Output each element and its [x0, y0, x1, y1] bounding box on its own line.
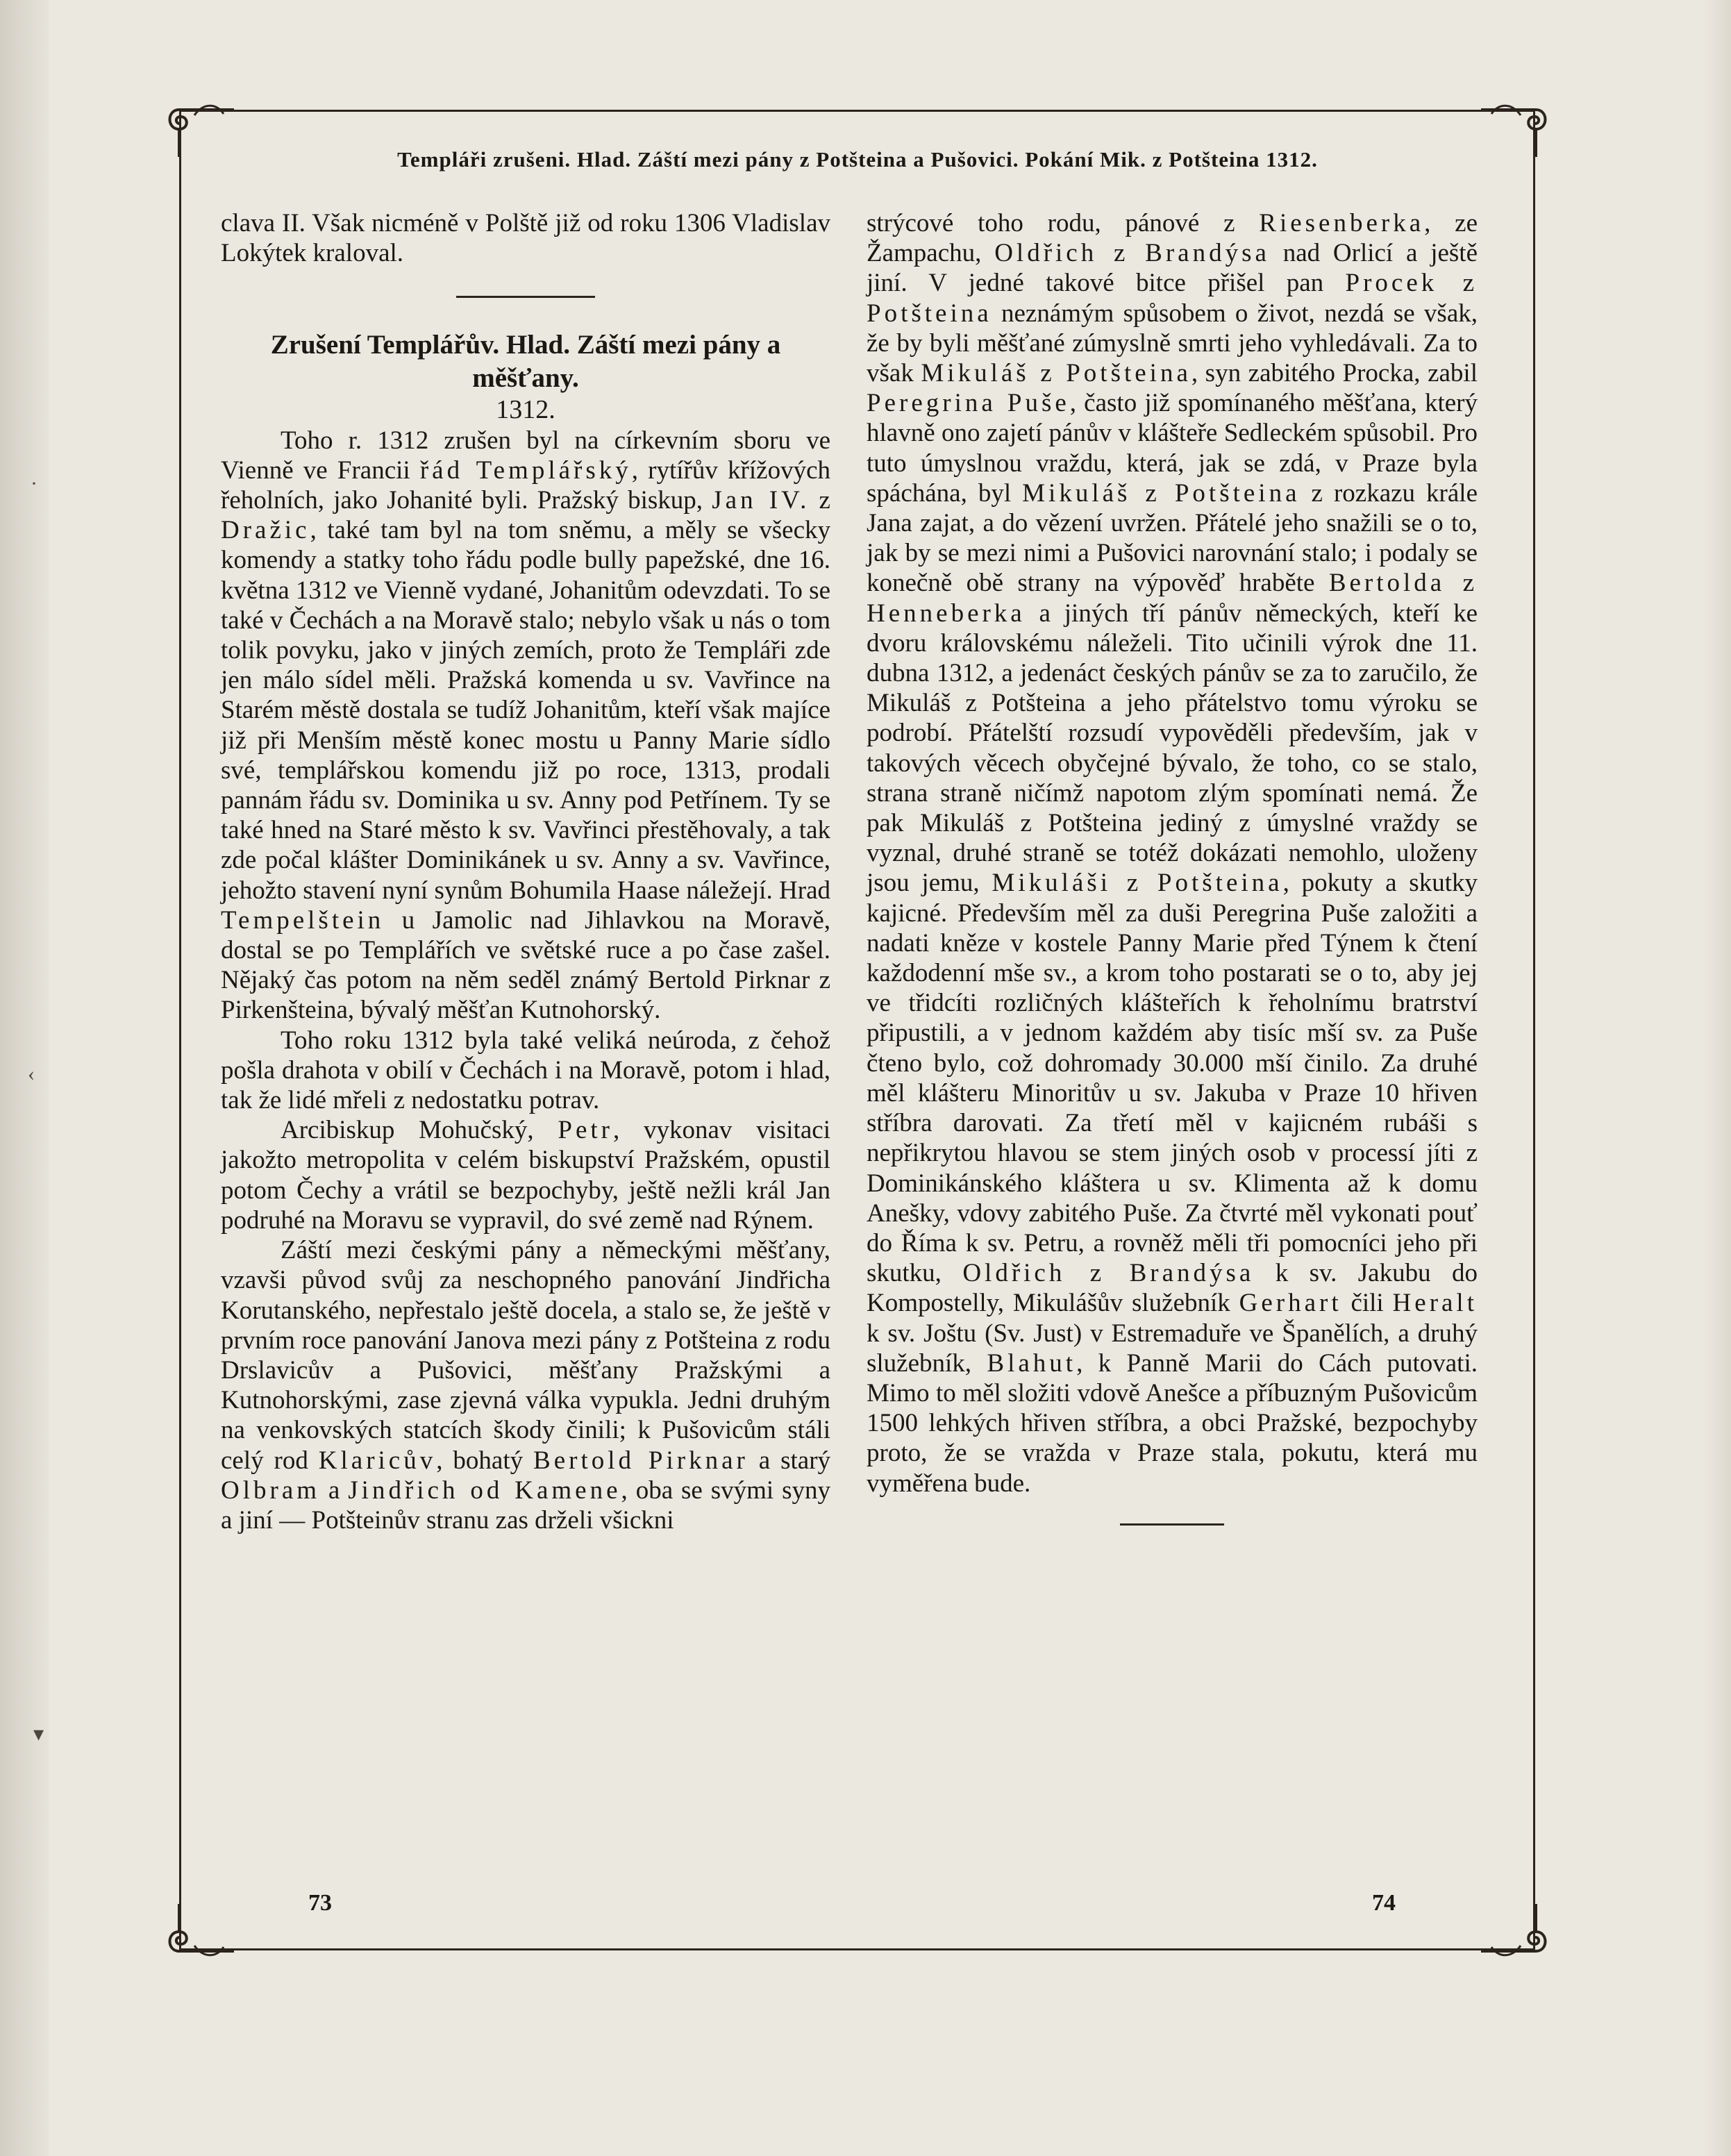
page-number-right: 74: [1372, 1890, 1396, 1916]
frame-top-rule: [179, 110, 1535, 112]
paragraph-feud: Záští mezi českými pány a německými měšťany, vzavši původ svůj za neschopného panování Jindřicha Korutanského, nepřestalo ještě docela, a stalo se, že ještě v prvním roce panování Janova mezi pány z Potšteina z rodu Drslavicův a Pušovici, měšťany Pražskými a Kutnohorskými, zase zjevná válka vypukla. Jedni druhým na venkovských statcích škody činili; k Pušovicům stáli celý rod Klaricův, bohatý Bertold Pirknar a starý Olbram a Jindřich od Kamene, oba se svými syny a jiní — Potšteinův stranu zas drželi všickni: [221, 1236, 831, 1535]
left-column: [221, 208, 830, 1535]
paragraph-templars: Toho r. 1312 zrušen byl na církevním sboru ve Vienně ve Francii řád Templářský, rytířův křížových řeholních, jako Johanité byli. Pražský biskup, Jan IV. z Dražic, také tam byl na tom sněmu, a měly se všecky komendy a statky toho řádu podle bully papežské, dne 16. května 1312 ve Vienně vydané, Johanitům odevzdati. To se také v Čechách a na Moravě stalo; nebylo však u nás o tom tolik povyku, jako v jiných zemích, proto že Templáři zde jen málo sídel měli. Pražská komenda u sv. Vavřince na Starém městě dostala se tudíž Johanitům, kteří však majíce již při Menším městě konec mostu u Panny Marie sídlo své, templářskou komendu již po roce, 1313, prodali pannám řádu sv. Dominika u sv. Anny pod Petřínem. Ty se také hned na Staré město k sv. Vavřinci přestěhovaly, a tak zde počal klášter Dominikánek u sv. Anny a sv. Vavřince, jehožto stavení nyní synům Bohumila Haase náležejí. Hrad Tempelštein u Jamolic nad Jihlavkou na Moravě, dostal se po Templářích ve světské ruce a po čase zašel. Nějaký čas potom na něm seděl známý Bertold Pirknar z Pirkenšteina, bývalý měšťan Kutnohorský.: [221, 426, 830, 1025]
running-head: Templáři zrušeni. Hlad. Záští mezi pány z Potšteina a Pušovici. Pokání Mik. z Potšteina 1312.: [397, 147, 1318, 172]
section-heading: Zrušení Templářův. Hlad. Záští mezi pány a měšťany.: [270, 330, 781, 394]
page-edge-shadow: [1703, 0, 1731, 2156]
paragraph-archbishop: Arcibiskup Mohučský, Petr, vykonav visitaci jakožto metropolita v celém biskupství Pražském, opustil potom Čechy a vrátil se bezpochyby, ještě nežli král Jan podruhé na Moravu se vypravil, do své země nad Rýnem.: [221, 1116, 830, 1235]
frame-bottom-rule: [179, 1948, 1535, 1950]
frame-right-rule: [1533, 110, 1535, 1950]
margin-speck: ·: [31, 472, 37, 495]
section-year: 1312.: [496, 395, 555, 425]
binding-shadow: [0, 0, 49, 2156]
paragraph-penance: strýcové toho rodu, pánové z Riesenberka, ze Žampachu, Oldřich z Brandýsa nad Orlicí a ještě jiní. V jedné takové bitce přišel pan Procek z Potšteina neznámým spůsobem o život, nezdá se však, že by byli měšťané zúmyslně smrti jeho vyhledávali. Za to však Mikuláš z Potšteina, syn zabitého Procka, zabil Peregrina Puše, často již spomínaného měšťana, který hlavně ono zajetí pánův v klášteře Sedleckém spůsobil. Pro tuto úmyslnou vraždu, která, jak se zdá, v Praze byla spáchána, byl Mikuláš z Potšteina z rozkazu krále Jana zajat, a do vězení uvržen. Přátelé jeho snažili se o to, jak by se mezi nimi a Pušovici narovnání stalo; i podaly se konečně obě strany na výpověď hraběte Bertolda z Henneberka a jiných tří pánův německých, kteří ke dvoru královskému náleželi. Tito učinili výrok dne 11. dubna 1312, a jedenáct českých pánův se za to zaručilo, že Mikuláš z Potšteina a jeho přátelstvo tomu výroku se podrobí. Přátelští rozsudí vypověděli především, jak v takových věcech obyčejné bývalo, že toho, co se stalo, strana straně ničímž napotom zlým spomínati nemá. Že pak Mikuláš z Potšteina jediný z úmyslné vraždy se vyznal, druhé straně se totéž dokázati nemohlo, uloženy jsou jemu, Mikuláši z Potšteina, pokuty a skutky kajicné. Především měl za duši Peregrina Puše založiti a nadati kněze v kostele Panny Marie před Týnem k čtení každodenní mše sv., a krom toho postarati se o to, aby jej ve třidcíti rozličných klášteřích k řeholnímu bratrství připustili, a v jednom každém aby tisíc mší sv. za Puše čteno bylo, což dohromady 30.000 mší činilo. Za druhé měl klášteru Minoritův u sv. Jakuba v Praze 10 hřiven stříbra darovati. Za třetí měl v kajicném rubáši s nepřikrytou hlavou se stem jiných osob v processí jíti z Dominikánského kláštera u sv. Klimenta až k domu Anešky, vdovy zabitého Puše. Za čtvrté měl vykonati pouť do Říma k sv. Petru, a rovněž měli tři pomocníci jeho při skutku, Oldřich z Brandýsa k sv. Jakubu do Kompostelly, Mikulášův služebník Gerhart čili Heralt k sv. Joštu (Sv. Just) v Estremaduře ve Španělích, a druhý služebník, Blahut, k Panně Marii do Cách putovati. Mimo to měl složiti vdově Anešce a příbuzným Pušovicům 1500 lehkých hřiven stříbra, a obci Pražské, bezpochyby proto, že se vražda v Praze stala, pokutu, která mu vyměřena bude.: [867, 209, 1478, 1498]
paragraph-famine: Toho roku 1312 byla také veliká neúroda, z čehož pošla drahota v obilí v Čechách i na Moravě, potom i hlad, tak že lidé mřeli z nedostatku potrav.: [221, 1026, 830, 1115]
corner-ornament-bottom-left: [161, 1903, 237, 1965]
frame-left-rule: [179, 110, 181, 1950]
intro-paragraph: clava II. Však nicméně v Polště již od roku 1306 Vladislav Lokýtek kraloval.: [221, 209, 830, 268]
right-column: [867, 208, 1478, 1526]
margin-speck: ▾: [33, 1723, 44, 1746]
end-divider: [1120, 1523, 1224, 1526]
corner-ornament-bottom-right: [1478, 1903, 1554, 1965]
section-divider: [456, 296, 595, 298]
page-number-left: 73: [308, 1890, 332, 1916]
margin-speck: ‹: [28, 1062, 35, 1085]
